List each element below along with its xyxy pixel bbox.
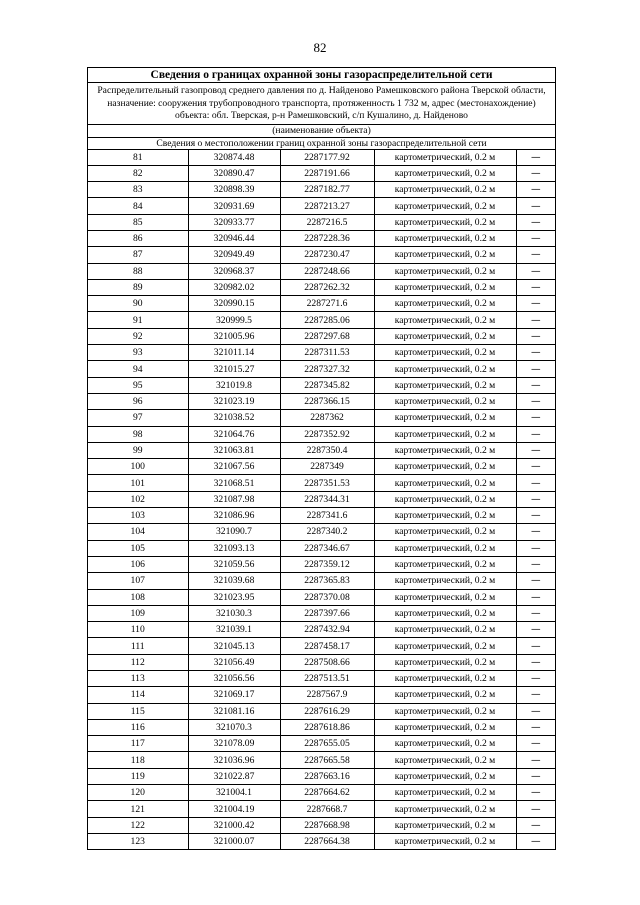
- coord-y: 2287248.66: [280, 263, 374, 279]
- table-row: [88, 752, 555, 768]
- point-number: 105: [88, 540, 188, 556]
- coord-y: 2287664.38: [280, 833, 374, 849]
- coord-y: 2287508.66: [280, 654, 374, 670]
- description-cell: —: [516, 393, 555, 409]
- coord-x: 320949.49: [188, 247, 280, 263]
- description-cell: —: [516, 556, 555, 572]
- point-number: 122: [88, 817, 188, 833]
- coord-x: 321070.3: [188, 719, 280, 735]
- table-row: [88, 703, 555, 719]
- coord-y: 2287365.83: [280, 573, 374, 589]
- coord-x: 321087.98: [188, 491, 280, 507]
- point-number: 109: [88, 605, 188, 621]
- coord-y: 2287311.53: [280, 345, 374, 361]
- point-number: 81: [88, 150, 188, 166]
- point-number: 99: [88, 442, 188, 458]
- coord-y: 2287341.6: [280, 508, 374, 524]
- description-cell: —: [516, 150, 555, 166]
- method-accuracy: картометрический, 0.2 м: [374, 703, 516, 719]
- zone-boundaries-form: [87, 67, 556, 850]
- method-accuracy: картометрический, 0.2 м: [374, 622, 516, 638]
- point-number: 121: [88, 801, 188, 817]
- coord-y: 2287262.32: [280, 279, 374, 295]
- table-row: [88, 247, 555, 263]
- description-cell: —: [516, 654, 555, 670]
- description-cell: —: [516, 198, 555, 214]
- description-cell: —: [516, 475, 555, 491]
- table-row: [88, 345, 555, 361]
- table-row: [88, 801, 555, 817]
- description-cell: —: [516, 801, 555, 817]
- point-number: 89: [88, 279, 188, 295]
- description-cell: —: [516, 524, 555, 540]
- description-cell: —: [516, 768, 555, 784]
- table-row: [88, 817, 555, 833]
- point-number: 118: [88, 752, 188, 768]
- coord-y: 2287655.05: [280, 736, 374, 752]
- coord-x: 320933.77: [188, 214, 280, 230]
- description-cell: —: [516, 671, 555, 687]
- coord-y: 2287366.15: [280, 393, 374, 409]
- point-number: 119: [88, 768, 188, 784]
- coord-y: 2287191.66: [280, 165, 374, 181]
- table-row: [88, 687, 555, 703]
- description-cell: —: [516, 736, 555, 752]
- method-accuracy: картометрический, 0.2 м: [374, 768, 516, 784]
- coord-x: 321022.87: [188, 768, 280, 784]
- description-cell: —: [516, 426, 555, 442]
- coord-x: 321030.3: [188, 605, 280, 621]
- table-row: [88, 654, 555, 670]
- point-number: 98: [88, 426, 188, 442]
- point-number: 117: [88, 736, 188, 752]
- table-row: [88, 442, 555, 458]
- method-accuracy: картометрический, 0.2 м: [374, 752, 516, 768]
- description-cell: —: [516, 442, 555, 458]
- coord-y: 2287616.29: [280, 703, 374, 719]
- coord-x: 321090.7: [188, 524, 280, 540]
- table-row: [88, 393, 555, 409]
- section-header: Сведения о местоположении границ охранной зоны газораспределительной сети: [88, 138, 555, 150]
- coord-x: 321064.76: [188, 426, 280, 442]
- description-cell: —: [516, 605, 555, 621]
- coord-x: 321015.27: [188, 361, 280, 377]
- coord-x: 320999.5: [188, 312, 280, 328]
- coord-x: 321056.56: [188, 671, 280, 687]
- coord-y: 2287285.06: [280, 312, 374, 328]
- method-accuracy: картометрический, 0.2 м: [374, 442, 516, 458]
- method-accuracy: картометрический, 0.2 м: [374, 540, 516, 556]
- description-cell: —: [516, 263, 555, 279]
- coord-y: 2287230.47: [280, 247, 374, 263]
- coord-x: 321086.96: [188, 508, 280, 524]
- method-accuracy: картометрический, 0.2 м: [374, 736, 516, 752]
- coord-x: 321039.1: [188, 622, 280, 638]
- description-cell: —: [516, 328, 555, 344]
- description-cell: —: [516, 573, 555, 589]
- coord-y: 2287352.92: [280, 426, 374, 442]
- table-row: [88, 556, 555, 572]
- table-row: [88, 459, 555, 475]
- coord-x: 321069.17: [188, 687, 280, 703]
- table-row: [88, 198, 555, 214]
- table-row: [88, 150, 555, 166]
- table-row: [88, 296, 555, 312]
- method-accuracy: картометрический, 0.2 м: [374, 638, 516, 654]
- coord-y: 2287350.4: [280, 442, 374, 458]
- point-number: 111: [88, 638, 188, 654]
- coord-x: 320931.69: [188, 198, 280, 214]
- description-cell: —: [516, 719, 555, 735]
- table-row: [88, 410, 555, 426]
- coordinates-table: [88, 150, 555, 850]
- point-number: 90: [88, 296, 188, 312]
- point-number: 83: [88, 182, 188, 198]
- method-accuracy: картометрический, 0.2 м: [374, 524, 516, 540]
- table-row: [88, 165, 555, 181]
- description-cell: —: [516, 785, 555, 801]
- point-number: 107: [88, 573, 188, 589]
- table-row: [88, 263, 555, 279]
- table-row: [88, 605, 555, 621]
- coord-x: 321045.13: [188, 638, 280, 654]
- method-accuracy: картометрический, 0.2 м: [374, 279, 516, 295]
- method-accuracy: картометрический, 0.2 м: [374, 361, 516, 377]
- coord-x: 321036.96: [188, 752, 280, 768]
- page-number: 82: [313, 40, 327, 55]
- description-cell: —: [516, 687, 555, 703]
- method-accuracy: картометрический, 0.2 м: [374, 426, 516, 442]
- coord-x: 321038.52: [188, 410, 280, 426]
- point-number: 82: [88, 165, 188, 181]
- point-number: 95: [88, 377, 188, 393]
- point-number: 116: [88, 719, 188, 735]
- method-accuracy: картометрический, 0.2 м: [374, 817, 516, 833]
- method-accuracy: картометрический, 0.2 м: [374, 671, 516, 687]
- coord-y: 2287664.62: [280, 785, 374, 801]
- table-row: [88, 426, 555, 442]
- method-accuracy: картометрический, 0.2 м: [374, 150, 516, 166]
- description-cell: —: [516, 410, 555, 426]
- point-number: 93: [88, 345, 188, 361]
- description-cell: —: [516, 345, 555, 361]
- coord-y: 2287344.31: [280, 491, 374, 507]
- point-number: 120: [88, 785, 188, 801]
- coord-x: 321011.14: [188, 345, 280, 361]
- method-accuracy: картометрический, 0.2 м: [374, 296, 516, 312]
- table-row: [88, 573, 555, 589]
- coord-y: 2287297.68: [280, 328, 374, 344]
- coord-y: 2287182.77: [280, 182, 374, 198]
- coord-y: 2287665.58: [280, 752, 374, 768]
- coord-x: 321056.49: [188, 654, 280, 670]
- point-number: 87: [88, 247, 188, 263]
- point-number: 85: [88, 214, 188, 230]
- table-row: [88, 719, 555, 735]
- coord-y: 2287216.5: [280, 214, 374, 230]
- description-cell: —: [516, 703, 555, 719]
- object-description: Распределительный газопровод среднего давления по д. Найденово Рамешковского района Тверской области, назначение: сооружения трубопроводного транспорта, протяженность 1 732 м, адрес (местонахождение) объекта: обл. Тверская, р-н Рамешковский, с/п Кушалино, д. Найденово: [97, 85, 546, 121]
- coord-x: 320968.37: [188, 263, 280, 279]
- method-accuracy: картометрический, 0.2 м: [374, 377, 516, 393]
- table-row: [88, 491, 555, 507]
- table-row: [88, 328, 555, 344]
- coord-x: 321000.07: [188, 833, 280, 849]
- coord-y: 2287432.94: [280, 622, 374, 638]
- description-cell: —: [516, 230, 555, 246]
- coord-y: 2287362: [280, 410, 374, 426]
- table-row: [88, 279, 555, 295]
- coord-x: 321005.96: [188, 328, 280, 344]
- method-accuracy: картометрический, 0.2 м: [374, 475, 516, 491]
- coord-x: 320874.48: [188, 150, 280, 166]
- description-cell: —: [516, 214, 555, 230]
- description-cell: —: [516, 296, 555, 312]
- coord-x: 321000.42: [188, 817, 280, 833]
- coord-y: 2287346.67: [280, 540, 374, 556]
- description-cell: —: [516, 589, 555, 605]
- description-cell: —: [516, 279, 555, 295]
- table-row: [88, 768, 555, 784]
- point-number: 92: [88, 328, 188, 344]
- description-cell: —: [516, 165, 555, 181]
- coord-x: 320890.47: [188, 165, 280, 181]
- coord-y: 2287327.32: [280, 361, 374, 377]
- table-row: [88, 540, 555, 556]
- table-row: [88, 312, 555, 328]
- object-name-label: (наименование объекта): [88, 124, 555, 138]
- table-row: [88, 638, 555, 654]
- description-cell: —: [516, 752, 555, 768]
- method-accuracy: картометрический, 0.2 м: [374, 312, 516, 328]
- description-cell: —: [516, 377, 555, 393]
- coord-y: 2287370.08: [280, 589, 374, 605]
- table-row: [88, 182, 555, 198]
- coord-y: 2287668.7: [280, 801, 374, 817]
- point-number: 96: [88, 393, 188, 409]
- method-accuracy: картометрический, 0.2 м: [374, 182, 516, 198]
- description-cell: —: [516, 540, 555, 556]
- method-accuracy: картометрический, 0.2 м: [374, 263, 516, 279]
- method-accuracy: картометрический, 0.2 м: [374, 785, 516, 801]
- description-cell: —: [516, 817, 555, 833]
- method-accuracy: картометрический, 0.2 м: [374, 556, 516, 572]
- method-accuracy: картометрический, 0.2 м: [374, 410, 516, 426]
- point-number: 88: [88, 263, 188, 279]
- coord-y: 2287513.51: [280, 671, 374, 687]
- point-number: 100: [88, 459, 188, 475]
- method-accuracy: картометрический, 0.2 м: [374, 719, 516, 735]
- point-number: 115: [88, 703, 188, 719]
- table-row: [88, 377, 555, 393]
- method-accuracy: картометрический, 0.2 м: [374, 833, 516, 849]
- coord-y: 2287271.6: [280, 296, 374, 312]
- method-accuracy: картометрический, 0.2 м: [374, 230, 516, 246]
- table-row: [88, 361, 555, 377]
- coord-x: 321063.81: [188, 442, 280, 458]
- table-row: [88, 589, 555, 605]
- coord-y: 2287397.66: [280, 605, 374, 621]
- method-accuracy: картометрический, 0.2 м: [374, 328, 516, 344]
- coord-y: 2287345.82: [280, 377, 374, 393]
- coordinates-table-body: [88, 150, 555, 850]
- description-cell: —: [516, 491, 555, 507]
- coord-x: 321004.19: [188, 801, 280, 817]
- method-accuracy: картометрический, 0.2 м: [374, 345, 516, 361]
- table-row: [88, 671, 555, 687]
- coord-y: 2287351.53: [280, 475, 374, 491]
- table-row: [88, 230, 555, 246]
- point-number: 106: [88, 556, 188, 572]
- method-accuracy: картометрический, 0.2 м: [374, 491, 516, 507]
- coord-y: 2287349: [280, 459, 374, 475]
- description-cell: —: [516, 459, 555, 475]
- table-row: [88, 785, 555, 801]
- description-cell: —: [516, 182, 555, 198]
- coord-x: 320946.44: [188, 230, 280, 246]
- coord-y: 2287177.92: [280, 150, 374, 166]
- method-accuracy: картометрический, 0.2 м: [374, 687, 516, 703]
- form-title: Сведения о границах охранной зоны газораспределительной сети: [88, 68, 555, 83]
- point-number: 123: [88, 833, 188, 849]
- coord-x: 321067.56: [188, 459, 280, 475]
- coord-x: 321081.16: [188, 703, 280, 719]
- table-row: [88, 508, 555, 524]
- point-number: 112: [88, 654, 188, 670]
- coord-y: 2287663.16: [280, 768, 374, 784]
- method-accuracy: картометрический, 0.2 м: [374, 801, 516, 817]
- coord-y: 2287340.2: [280, 524, 374, 540]
- point-number: 101: [88, 475, 188, 491]
- coord-x: 320898.39: [188, 182, 280, 198]
- method-accuracy: картометрический, 0.2 м: [374, 459, 516, 475]
- description-cell: —: [516, 247, 555, 263]
- coord-x: 321023.95: [188, 589, 280, 605]
- description-cell: —: [516, 638, 555, 654]
- table-row: [88, 475, 555, 491]
- coord-x: 320990.15: [188, 296, 280, 312]
- coord-x: 321039.68: [188, 573, 280, 589]
- coord-x: 321059.56: [188, 556, 280, 572]
- point-number: 94: [88, 361, 188, 377]
- coord-y: 2287213.27: [280, 198, 374, 214]
- coord-x: 321093.13: [188, 540, 280, 556]
- table-row: [88, 524, 555, 540]
- point-number: 108: [88, 589, 188, 605]
- coord-x: 321019.8: [188, 377, 280, 393]
- coord-y: 2287668.98: [280, 817, 374, 833]
- coord-x: 321078.09: [188, 736, 280, 752]
- point-number: 103: [88, 508, 188, 524]
- point-number: 91: [88, 312, 188, 328]
- method-accuracy: картометрический, 0.2 м: [374, 605, 516, 621]
- point-number: 86: [88, 230, 188, 246]
- table-row: [88, 736, 555, 752]
- point-number: 97: [88, 410, 188, 426]
- coord-y: 2287228.36: [280, 230, 374, 246]
- method-accuracy: картометрический, 0.2 м: [374, 393, 516, 409]
- method-accuracy: картометрический, 0.2 м: [374, 654, 516, 670]
- table-row: [88, 214, 555, 230]
- description-cell: —: [516, 622, 555, 638]
- point-number: 114: [88, 687, 188, 703]
- description-cell: —: [516, 312, 555, 328]
- point-number: 113: [88, 671, 188, 687]
- description-cell: —: [530, 836, 541, 848]
- coord-x: 320982.02: [188, 279, 280, 295]
- table-row: [88, 622, 555, 638]
- method-accuracy: картометрический, 0.2 м: [374, 198, 516, 214]
- description-cell: —: [516, 508, 555, 524]
- method-accuracy: картометрический, 0.2 м: [374, 589, 516, 605]
- coord-x: 321004.1: [188, 785, 280, 801]
- method-accuracy: картометрический, 0.2 м: [374, 214, 516, 230]
- coord-y: 2287618.86: [280, 719, 374, 735]
- coord-x: 321068.51: [188, 475, 280, 491]
- coord-y: 2287567.9: [280, 687, 374, 703]
- method-accuracy: картометрический, 0.2 м: [374, 165, 516, 181]
- coord-y: 2287458.17: [280, 638, 374, 654]
- method-accuracy: картометрический, 0.2 м: [374, 508, 516, 524]
- point-number: 104: [88, 524, 188, 540]
- method-accuracy: картометрический, 0.2 м: [374, 247, 516, 263]
- coord-y: 2287359.12: [280, 556, 374, 572]
- method-accuracy: картометрический, 0.2 м: [374, 573, 516, 589]
- table-row: [88, 833, 555, 849]
- description-cell: —: [516, 361, 555, 377]
- point-number: 110: [88, 622, 188, 638]
- point-number: 84: [88, 198, 188, 214]
- point-number: 102: [88, 491, 188, 507]
- coord-x: 321023.19: [188, 393, 280, 409]
